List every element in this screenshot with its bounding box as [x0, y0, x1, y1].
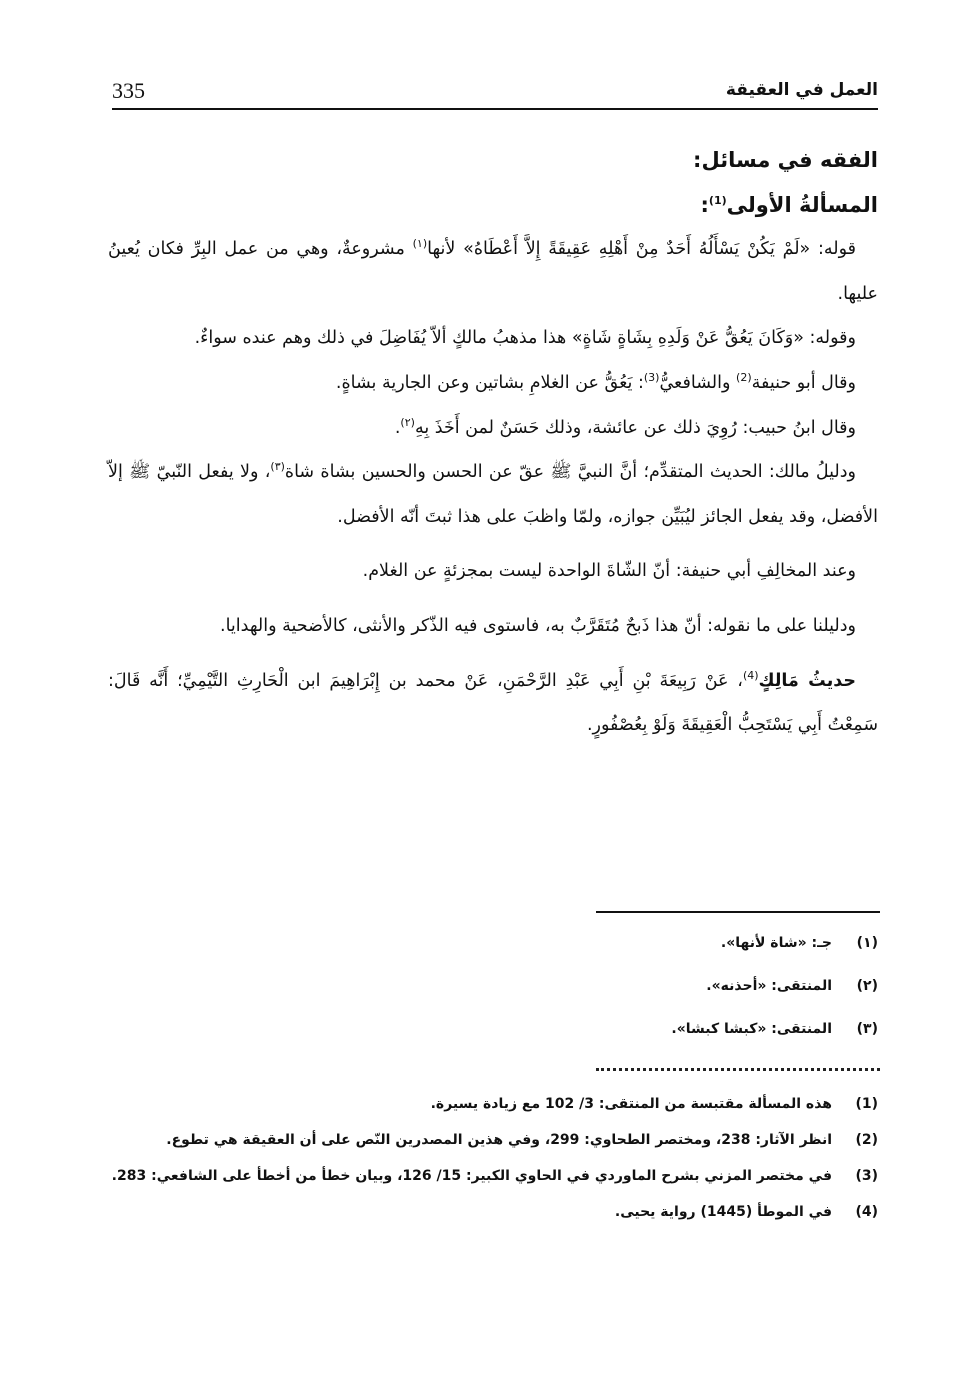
- footnote-text: هذه المسألة مقتبسة من المنتقى: 3/ 102 مع زيادة يسيرة.: [430, 1096, 832, 1112]
- footnote-mark: (٣): [270, 460, 285, 474]
- footnote-divider: [596, 911, 880, 913]
- footnote-item: [108, 928, 878, 971]
- page-header: [112, 78, 878, 110]
- footnote-mark: (١): [412, 237, 428, 251]
- paragraph-3: [108, 361, 878, 406]
- footnote-mark: (٢): [400, 415, 415, 429]
- footnotes-variants: [108, 928, 878, 1057]
- issue-heading-colon: :: [700, 192, 709, 217]
- footnote-number: (٢): [856, 978, 878, 994]
- footnote-item: [108, 1090, 878, 1118]
- paragraph-4: [108, 406, 878, 451]
- paragraph-text: والشافعيُّ: [659, 372, 737, 393]
- page-number: 335: [112, 78, 145, 103]
- footnote-item: [108, 1126, 878, 1154]
- footnote-text: المنتقى: «أحذنه».: [706, 978, 832, 994]
- footnote-text: في الموطأ (1445) رواية يحيى.: [614, 1204, 832, 1220]
- footnote-text: انظر الآثار: 238، ومختصر الطحاوي: 299، وفي هذين المصدرين النّص على أن العقيقة هي تطوع.: [166, 1132, 832, 1148]
- footnote-text: جـ: «شاة لأنها».: [720, 935, 832, 951]
- footnote-item: [108, 1014, 878, 1057]
- footnote-text: المنتقى: «كبشا كبشا».: [671, 1021, 832, 1037]
- issue-heading-text: المسألةُ الأولى: [726, 192, 878, 217]
- paragraph-text: ، عَنْ رَبِيعَةَ بْنِ أَبِي عَبْدِ الرَّحْمَنِ، عَنْ محمد بن إِبْرَاهِيمَ ابن الْحَارِثِ التَّيْمِيِّ؛ أَنَّه قَالَ: سَمِعْتُ أَبِي يَسْتَحِبُّ الْعَقِيقَةَ وَلَوْ بِعُصْفُورٍ.: [108, 670, 878, 736]
- footnote-mark: (4): [742, 668, 759, 682]
- paragraph-text: قوله: «لَمْ يَكُنْ يَسْأَلُهُ أَحَدٌ مِنْ أَهْلِهِ عَقِيقَةً إِلاَّ أَعْطَاهُ» لأنها: [427, 239, 856, 260]
- section-heading: الفقه في مسائل:: [693, 148, 878, 172]
- dotted-separator: [596, 1068, 880, 1071]
- paragraph-text: وقال أبو حنيفة: [751, 372, 856, 393]
- paragraph-text: مشروعةٌ، وهي من عمل البِرِّ فكان يُعينُ عليها.: [108, 239, 878, 304]
- footnote-item: [108, 1198, 878, 1226]
- paragraph-2: وقوله: «وَكَانَ يَعُقُّ عَنْ وَلَدِهِ بِشَاةٍ شَاةٍ» هذا مذهبُ مالكٍ ألاّ يُفَاضِلَ في ذلك وهم عنده سواءٌ.: [194, 328, 856, 349]
- paragraph-text: وقال ابنُ حبيب: رُوِيَ ذلك عن عائشة، وذلك حَسَنٌ لمن أَخَذَ بِهِ: [414, 417, 856, 438]
- footnote-text: في مختصر المزني بشرح الماوردي في الحاوي الكبير: 15/ 126، وبيان خطأ من أخطأ على الشافعي: 283.: [111, 1168, 832, 1184]
- issue-heading: [108, 183, 878, 228]
- footnotes-references: [108, 1090, 878, 1234]
- paragraph-text: : يَعُقُّ عن الغلامِ بشاتين وعن الجارية بشاةٍ.: [335, 372, 644, 393]
- footnote-mark: (3): [643, 371, 660, 385]
- paragraph-text: ، ولا يفعل النّبيّ ﷺ إلاّ الأفضل، وقد يفعل الجائز ليُبَيِّن جوازه، ولمّا واظبَ على هذا ثبتَ أنّه الأفضل.: [108, 462, 878, 527]
- footnote-number: (4): [855, 1204, 878, 1220]
- footnote-number: (٣): [856, 1021, 878, 1037]
- footnote-number: (١): [856, 935, 878, 951]
- footnote-item: [108, 1162, 878, 1190]
- main-text: [108, 138, 878, 748]
- running-head: العمل في العقيقة: [725, 80, 878, 100]
- footnote-number: (3): [855, 1168, 878, 1184]
- paragraph-7: ودليلنا على ما نقوله: أنّ هذا ذَبحٌ مُتَقَرَّبٌ به، فاستوى فيه الذّكر والأنثى، كالأضحية والهدايا.: [220, 615, 856, 636]
- hadith-lead: حديثُ مَالِكٍ: [758, 670, 856, 691]
- paragraph-1: [108, 227, 878, 316]
- footnote-mark: (1): [708, 193, 727, 207]
- paragraph-8: [108, 659, 878, 748]
- footnote-number: (2): [855, 1132, 878, 1148]
- paragraph-text: .: [394, 417, 401, 438]
- paragraph-text: ودليلُ مالك: الحديث المتقدِّم؛ أنَّ النبيَّ ﷺ عقّ عن الحسن والحسين بشاة شاة: [284, 462, 856, 483]
- paragraph-5: [108, 450, 878, 539]
- footnote-item: [108, 971, 878, 1014]
- footnote-number: (1): [855, 1096, 878, 1112]
- paragraph-6: وعند المخالِفِ أبي حنيفة: أنّ الشّاةَ الواحدة ليست بمجزئةٍ عن الغلام.: [362, 561, 856, 582]
- footnote-mark: (2): [736, 371, 752, 385]
